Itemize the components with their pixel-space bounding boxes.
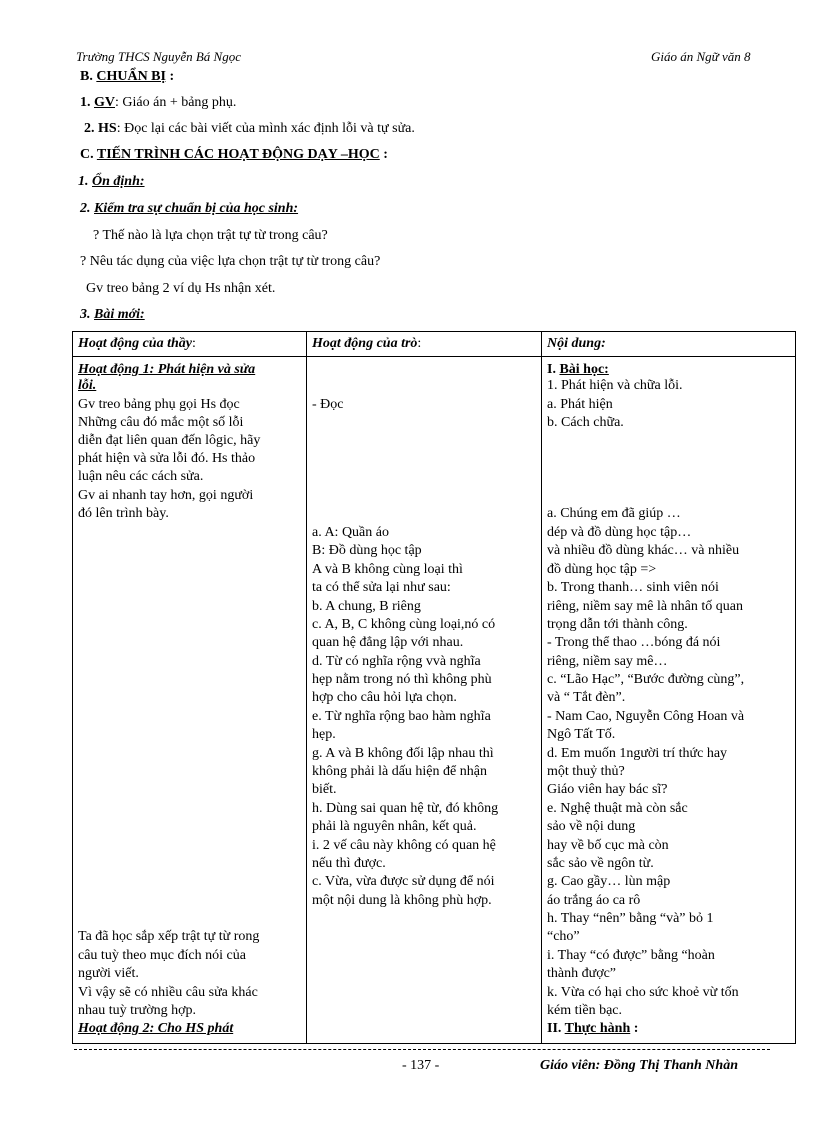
col2-line: một nội dung là không phù hợp. bbox=[312, 893, 492, 908]
col3-line: áo trắng áo ca rô bbox=[547, 893, 641, 908]
col2-line: e. Từ nghĩa rộng bao hàm nghĩa bbox=[312, 709, 491, 724]
col3-line: c. “Lão Hạc”, “Bước đường cùng”, bbox=[547, 672, 745, 687]
col1-line: diễn đạt liên quan đến lôgic, hãy bbox=[78, 433, 261, 448]
col3-line: a. Chúng em đã giúp … bbox=[547, 506, 681, 521]
col2-line: hẹp. bbox=[312, 727, 336, 742]
col3-line: hay về bố cục mà còn bbox=[547, 838, 669, 853]
col2-line: d. Từ có nghĩa rộng vvà nghĩa bbox=[312, 654, 481, 669]
col1-line: nhau tuỳ trường hợp. bbox=[78, 1003, 197, 1018]
col2-line: quan hệ đẳng lập với nhau. bbox=[312, 635, 464, 650]
col1-line: Gv ai nhanh tay hơn, gọi người bbox=[78, 488, 254, 503]
col2-line: h. Dùng sai quan hệ từ, đó không bbox=[312, 801, 499, 816]
col3-line: trọng dẫn tới thành công. bbox=[547, 617, 688, 632]
col2-line: nếu thì được. bbox=[312, 856, 386, 871]
col1-line: Những câu đó mắc một số lỗi bbox=[78, 415, 244, 430]
activity-1-title: Hoạt động 1: Phát hiện và sửa bbox=[78, 362, 256, 377]
header-teacher: Hoạt động của thầy: bbox=[73, 332, 307, 357]
activity-1-title-cont: lỗi. bbox=[78, 378, 97, 393]
col3-line: e. Nghệ thuật mà còn sắc bbox=[547, 801, 688, 816]
col2-line: i. 2 vế câu này không có quan hệ bbox=[312, 838, 496, 853]
col2-line: A và B không cùng loại thì bbox=[312, 562, 463, 577]
col3-line: b. Cách chữa. bbox=[547, 415, 624, 430]
school-name: Trường THCS Nguyễn Bá Ngọc bbox=[76, 49, 241, 64]
col3-line: - Nam Cao, Nguyễn Công Hoan và bbox=[547, 709, 745, 724]
col2-line: b. A chung, B riêng bbox=[312, 599, 421, 614]
bai-hoc-heading: I. Bài học: bbox=[547, 362, 609, 377]
col2-line: biết. bbox=[312, 782, 337, 797]
col3-line: riêng, niềm say mê… bbox=[547, 654, 668, 669]
hs-line: 2. HS: Đọc lại các bài viết của mình xác định lỗi và tự sửa. bbox=[84, 121, 415, 136]
col3-line: “cho” bbox=[547, 929, 580, 944]
col2-line: c. Vừa, vừa được sử dụng để nói bbox=[312, 874, 495, 889]
header-student: Hoạt động của trò: bbox=[307, 332, 542, 357]
col3-line: Giáo viên hay bác sĩ? bbox=[547, 782, 668, 797]
col1-line: đó lên trình bày. bbox=[78, 506, 169, 521]
question-2: ? Nêu tác dụng của việc lựa chọn trật tự từ trong câu? bbox=[80, 254, 381, 269]
content-cell bbox=[542, 357, 796, 1044]
col2-line: B: Đồ dùng học tập bbox=[312, 543, 422, 558]
col3-line: Ngô Tất Tố. bbox=[547, 727, 616, 742]
col1-line: Ta đã học sắp xếp trật tự từ rong bbox=[78, 929, 260, 944]
gv-line: 1. GV: Giáo án + bảng phụ. bbox=[80, 95, 237, 110]
col3-line: k. Vừa có hại cho sức khoẻ vừ tốn bbox=[547, 985, 739, 1000]
col2-line: - Đọc bbox=[312, 397, 344, 412]
col2-line: g. A và B không đối lập nhau thì bbox=[312, 746, 494, 761]
lesson-table bbox=[72, 331, 796, 1044]
col2-line: ta có thể sửa lại như sau: bbox=[312, 580, 451, 595]
teacher-activity-cell bbox=[73, 357, 307, 1044]
col1-line: phát hiện và sửa lỗi đó. Hs thảo bbox=[78, 451, 256, 466]
col3-line: sảo về nội dung bbox=[547, 819, 636, 834]
col3-line: g. Cao gầy… lùn mập bbox=[547, 874, 671, 889]
col2-line: hợp cho câu hỏi lựa chọn. bbox=[312, 690, 457, 705]
activity-2-title: Hoạt động 2: Cho HS phát bbox=[78, 1021, 234, 1036]
col3-line: sắc sảo về ngôn từ. bbox=[547, 856, 654, 871]
on-dinh-heading: 1. Ổn định: bbox=[78, 174, 145, 189]
col3-line: i. Thay “có được” bằng “hoàn bbox=[547, 948, 715, 963]
bai-moi-heading: 3. Bài mới: bbox=[80, 307, 145, 322]
teacher-name: Giáo viên: Đồng Thị Thanh Nhàn bbox=[540, 1058, 738, 1073]
col1-line: Vì vậy sẽ có nhiều câu sửa khác bbox=[78, 985, 258, 1000]
header-content: Nội dung: bbox=[542, 332, 796, 357]
section-b-heading: B. CHUẨN BỊ : bbox=[80, 69, 175, 84]
page-number: - 137 - bbox=[402, 1058, 440, 1073]
section-c-heading: C. TIẾN TRÌNH CÁC HOẠT ĐỘNG DẠY –HỌC : bbox=[80, 147, 388, 162]
col1-line: câu tuỳ theo mục đích nói của bbox=[78, 948, 246, 963]
col3-line: và “ Tắt đèn”. bbox=[547, 690, 626, 705]
col2-line: hẹp nằm trong nó thì không phù bbox=[312, 672, 492, 687]
col3-line: đồ dùng học tập => bbox=[547, 562, 657, 577]
col3-line: dép và đồ dùng học tập… bbox=[547, 525, 692, 540]
question-1: ? Thế nào là lựa chọn trật tự từ trong câu? bbox=[93, 228, 328, 243]
col3-line: b. Trong thanh… sinh viên nói bbox=[547, 580, 719, 595]
gv-treo-line: Gv treo bảng 2 ví dụ Hs nhận xét. bbox=[86, 281, 276, 296]
col3-line: thành được” bbox=[547, 966, 617, 981]
col3-line: d. Em muốn 1người trí thức hay bbox=[547, 746, 728, 761]
col3-line: và nhiều đồ dùng khác… và nhiều bbox=[547, 543, 740, 558]
student-activity-cell bbox=[307, 357, 542, 1044]
col2-line: a. A: Quần áo bbox=[312, 525, 389, 540]
kiem-tra-heading: 2. Kiểm tra sự chuẩn bị của học sinh: bbox=[80, 201, 299, 216]
col3-line: h. Thay “nên” bằng “và” bỏ 1 bbox=[547, 911, 714, 926]
col1-line: luận nêu các cách sửa. bbox=[78, 469, 204, 484]
col3-line: - Trong thể thao …bóng đá nói bbox=[547, 635, 721, 650]
thuc-hanh-heading: II. Thực hành : bbox=[547, 1021, 639, 1036]
col3-line: một thuỷ thủ? bbox=[547, 764, 625, 779]
col1-line: người viết. bbox=[78, 966, 139, 981]
col2-line: phải là nguyên nhân, kết quả. bbox=[312, 819, 477, 834]
col2-line: không phải là dấu hiện để nhận bbox=[312, 764, 487, 779]
col1-line: Gv treo bảng phụ gọi Hs đọc bbox=[78, 397, 240, 412]
footer-divider bbox=[74, 1049, 770, 1050]
col2-line: c. A, B, C không cùng loại,nó có bbox=[312, 617, 496, 632]
col3-line: 1. Phát hiện và chữa lỗi. bbox=[547, 378, 683, 393]
col3-line: riêng, niềm say mê là nhân tố quan bbox=[547, 599, 743, 614]
lesson-plan-title: Giáo án Ngữ văn 8 bbox=[651, 49, 751, 64]
col3-line: a. Phát hiện bbox=[547, 397, 613, 412]
col3-line: kém tiền bạc. bbox=[547, 1003, 623, 1018]
